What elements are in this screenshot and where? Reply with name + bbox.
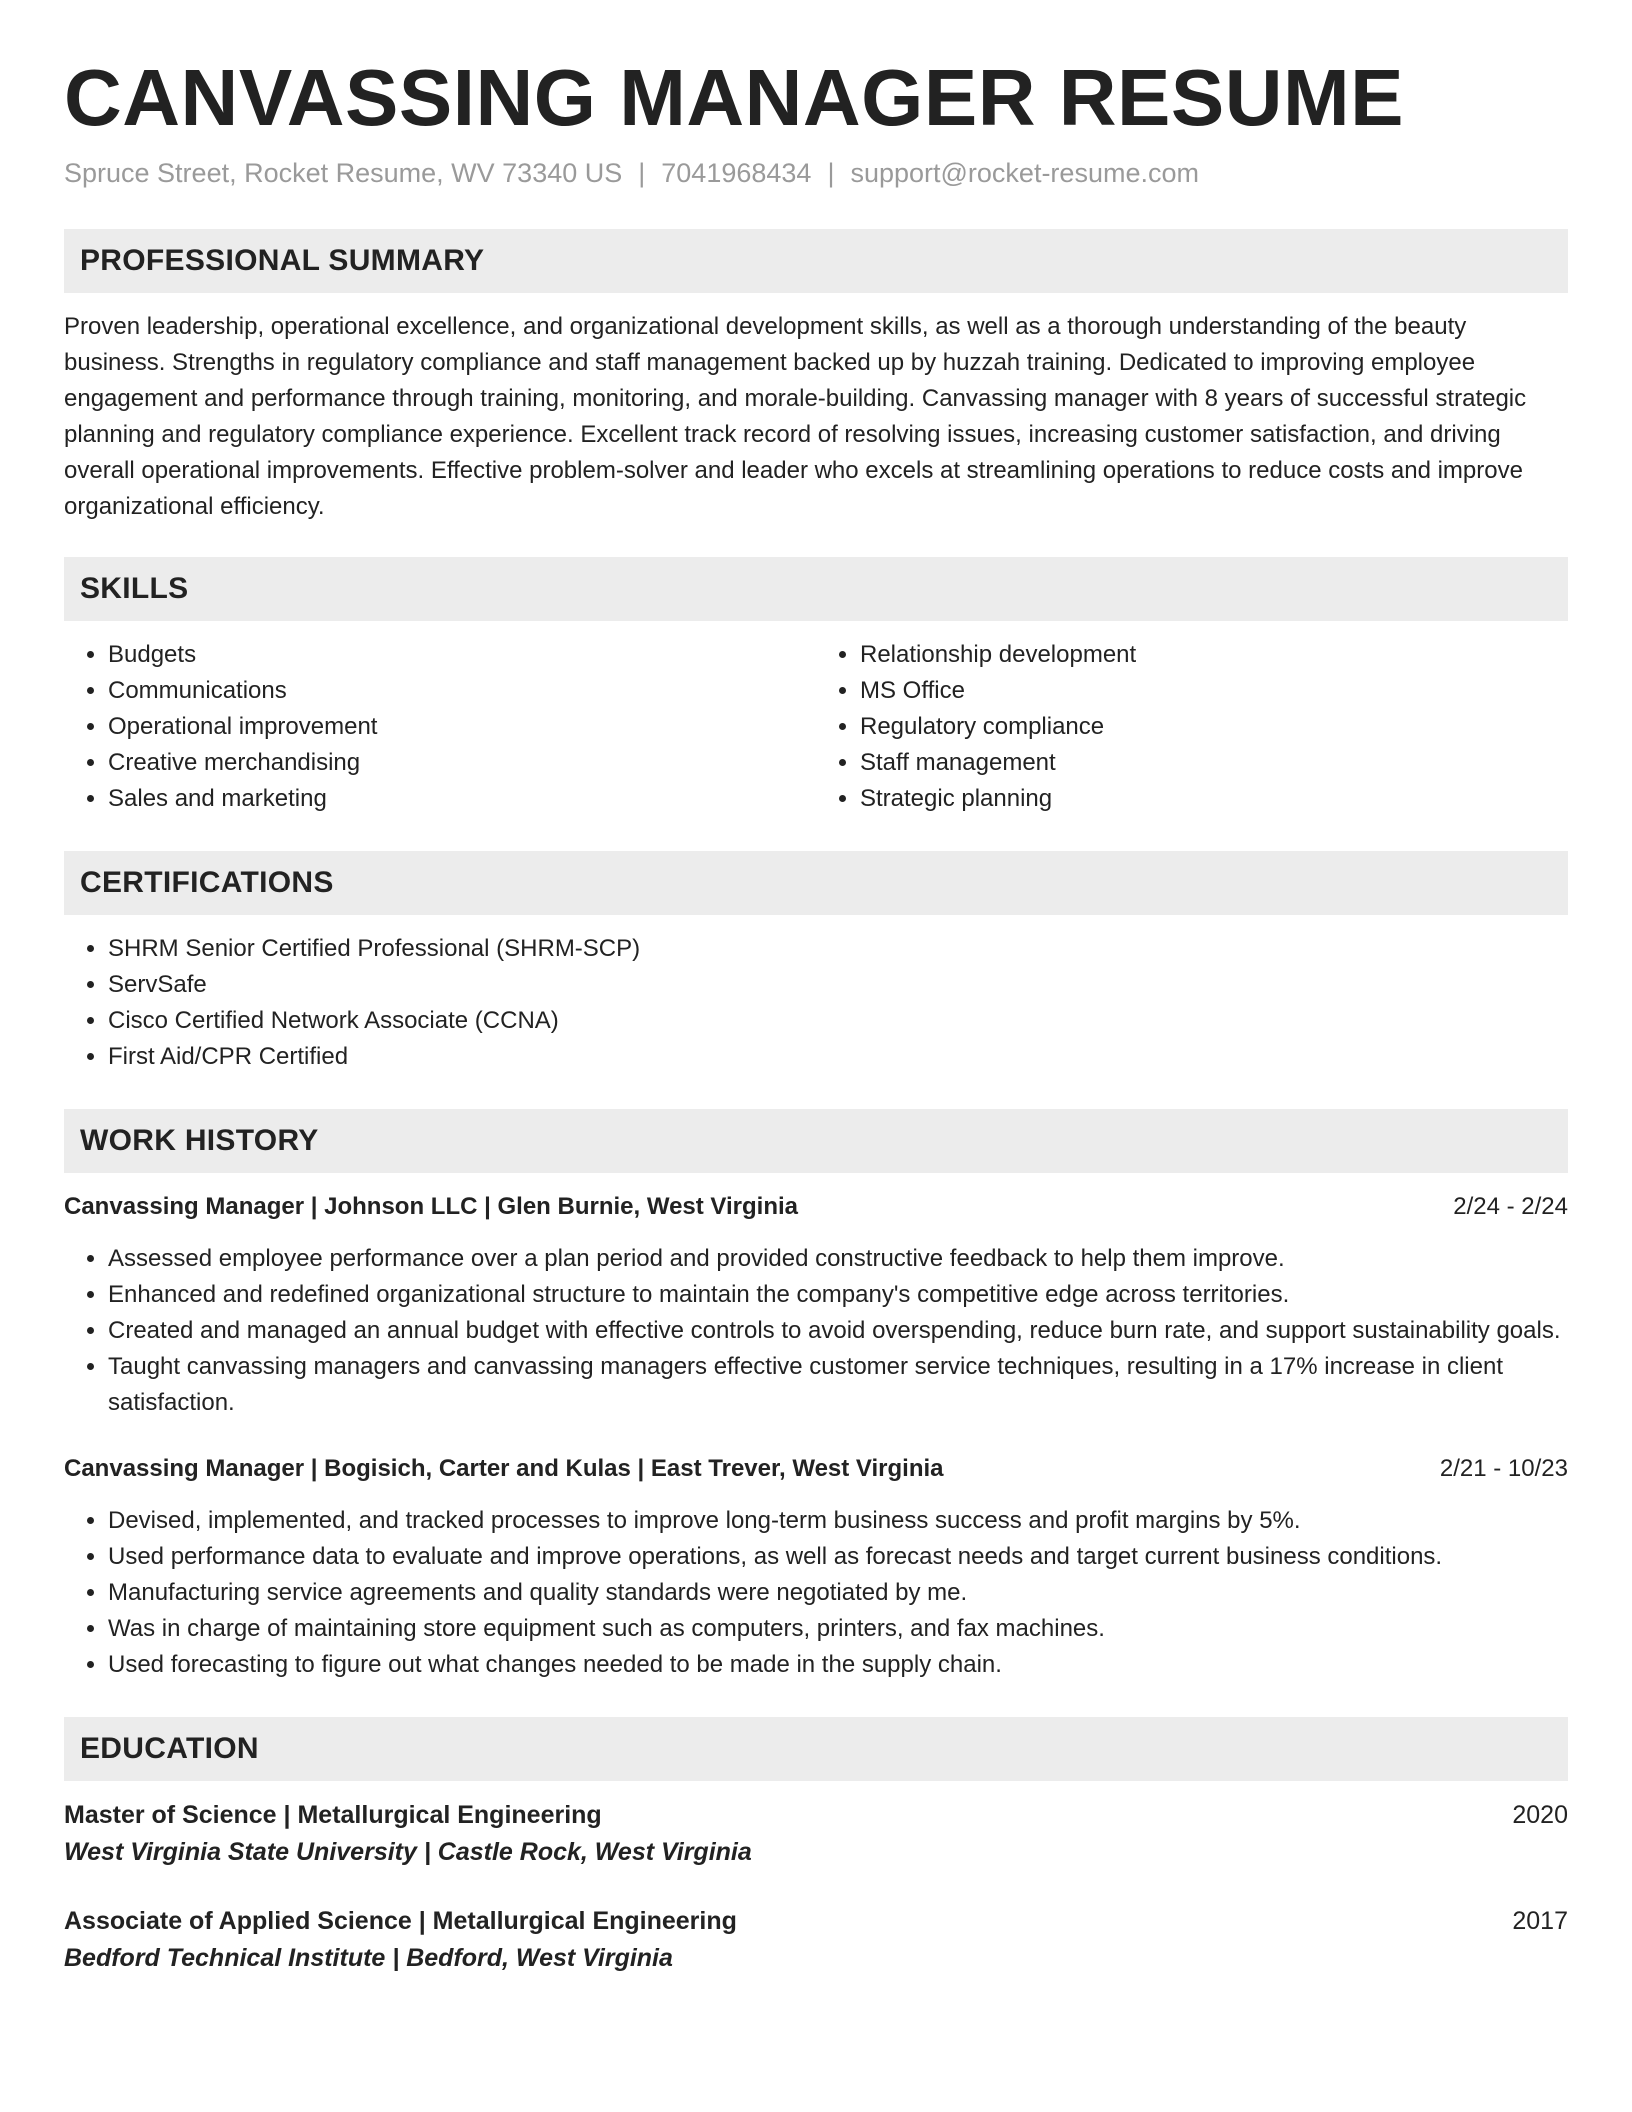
skill-item: • MS Office xyxy=(860,673,1568,709)
section-header-work-history: WORK HISTORY xyxy=(64,1109,1568,1173)
section-header-education: EDUCATION xyxy=(64,1717,1568,1781)
resume-title: CANVASSING MANAGER RESUME xyxy=(64,53,1404,142)
skill-item: • Strategic planning xyxy=(860,781,1568,817)
skill-item: • Regulatory compliance xyxy=(860,709,1568,745)
job-bullet: • Devised, implemented, and tracked processes to improve long-term business success and profit margins by 5%. xyxy=(108,1503,1568,1539)
job-bullet: • Manufacturing service agreements and quality standards were negotiated by me. xyxy=(108,1575,1568,1611)
certification-item: • ServSafe xyxy=(108,967,1568,1003)
certification-item: • SHRM Senior Certified Professional (SHRM-SCP) xyxy=(108,931,1568,967)
skill-item: • Creative merchandising xyxy=(108,745,816,781)
skills-column-right xyxy=(816,637,1568,817)
skill-item: • Operational improvement xyxy=(108,709,816,745)
education-entry xyxy=(64,1797,1568,1871)
job-title: Canvassing Manager | Johnson LLC | Glen Burnie, West Virginia xyxy=(64,1193,799,1221)
job-dates: 2/24 - 2/24 xyxy=(1453,1193,1568,1221)
job-dates: 2/21 - 10/23 xyxy=(1439,1455,1568,1483)
education-degree: Master of Science | Metallurgical Engineering xyxy=(64,1801,602,1830)
job-bullet: • Used performance data to evaluate and improve operations, as well as forecast needs and target current business conditions. xyxy=(108,1539,1568,1575)
job-bullet: • Was in charge of maintaining store equipment such as computers, printers, and fax machines. xyxy=(108,1611,1568,1647)
section-header-summary: PROFESSIONAL SUMMARY xyxy=(64,229,1568,293)
contact-phone: 7041968434 xyxy=(661,158,812,188)
section-header-certifications: CERTIFICATIONS xyxy=(64,851,1568,915)
education-school: West Virginia State University | Castle Rock, West Virginia xyxy=(64,1838,752,1867)
certification-item: • First Aid/CPR Certified xyxy=(108,1039,1568,1075)
education-year: 2020 xyxy=(1512,1801,1568,1830)
job-bullet: • Used forecasting to figure out what changes needed to be made in the supply chain. xyxy=(108,1647,1568,1683)
skill-item: • Communications xyxy=(108,673,816,709)
skill-item: • Sales and marketing xyxy=(108,781,816,817)
summary-text: Proven leadership, operational excellence, and organizational development skills, as well as a thorough understanding of the beauty business. Strengths in regulatory compliance and staff management backed up by huzzah training. Dedicated to improving employee engagement and performance through training, monitoring, and morale-building. Canvassing manager with 8 years of successful strategic planning and regulatory compliance experience. Excellent track record of resolving issues, increasing customer satisfaction, and driving overall operational improvements. Effective problem-solver and leader who excels at streamlining operations to reduce costs and improve organizational efficiency. xyxy=(64,313,1527,521)
education-header xyxy=(64,1903,1568,1939)
skill-item: • Staff management xyxy=(860,745,1568,781)
contact-separator: | xyxy=(638,158,646,188)
skills-list xyxy=(64,637,1568,817)
section-header-skills: SKILLS xyxy=(64,557,1568,621)
job-bullets xyxy=(64,1503,1568,1683)
contact-email: support@rocket-resume.com xyxy=(850,158,1199,188)
contact-address: Spruce Street, Rocket Resume, WV 73340 US xyxy=(64,158,623,188)
skills-column-left xyxy=(64,637,816,817)
job-title: Canvassing Manager | Bogisich, Carter and Kulas | East Trever, West Virginia xyxy=(64,1455,944,1483)
job-bullet: • Created and managed an annual budget with effective controls to avoid overspending, reduce burn rate, and support sustainability goals. xyxy=(108,1313,1568,1349)
job-header xyxy=(64,1189,1568,1225)
certification-item: • Cisco Certified Network Associate (CCNA) xyxy=(108,1003,1568,1039)
education-header xyxy=(64,1797,1568,1833)
job-bullet: • Taught canvassing managers and canvassing managers effective customer service techniques, resulting in a 17% increase in client satisfaction. xyxy=(108,1349,1568,1421)
contact-separator: | xyxy=(827,158,835,188)
education-entry xyxy=(64,1903,1568,1977)
contact-line xyxy=(64,156,1568,191)
certifications-list xyxy=(64,931,1568,1075)
job-header xyxy=(64,1451,1568,1487)
job-bullets xyxy=(64,1241,1568,1421)
education-degree: Associate of Applied Science | Metallurgical Engineering xyxy=(64,1907,737,1936)
skill-item: • Budgets xyxy=(108,637,816,673)
education-year: 2017 xyxy=(1512,1907,1568,1936)
job-bullet: • Assessed employee performance over a plan period and provided constructive feedback to help them improve. xyxy=(108,1241,1568,1277)
job-entry xyxy=(64,1451,1568,1683)
skill-item: • Relationship development xyxy=(860,637,1568,673)
education-school: Bedford Technical Institute | Bedford, West Virginia xyxy=(64,1944,673,1973)
job-bullet: • Enhanced and redefined organizational structure to maintain the company's competitive edge across territories. xyxy=(108,1277,1568,1313)
job-entry xyxy=(64,1189,1568,1421)
